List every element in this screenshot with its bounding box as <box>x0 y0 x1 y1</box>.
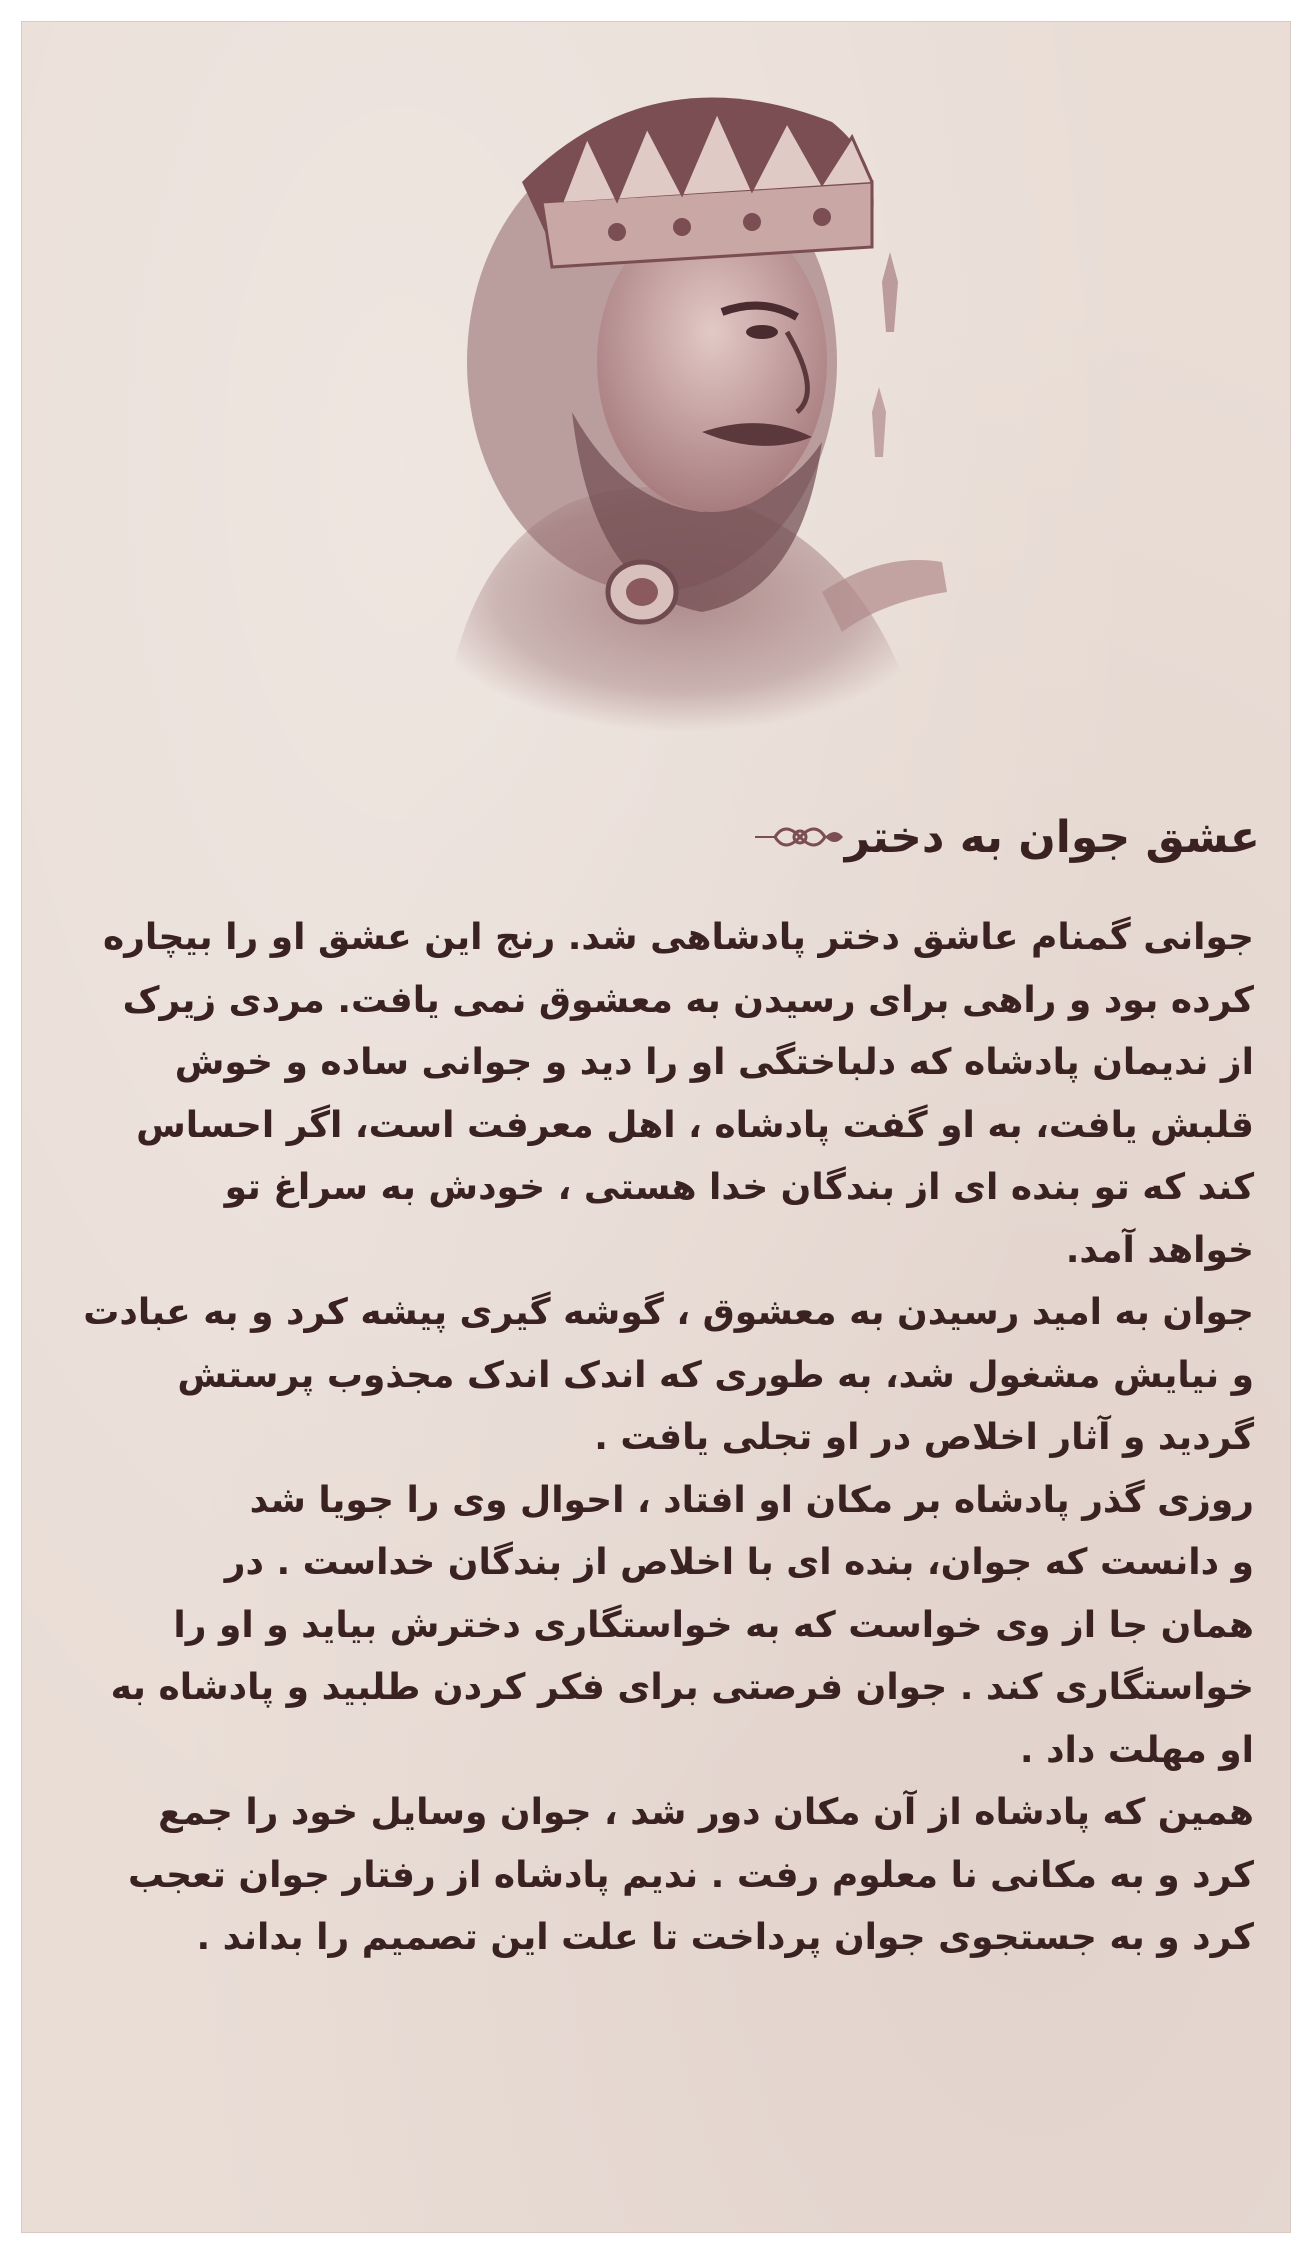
text-line: جوانی گمنام عاشق دختر پادشاهی شد. رنج این عشق او را بیچاره <box>102 917 1254 958</box>
text-line: همین که پادشاه از آن مکان دور شد ، جوان وسایل خود را جمع <box>158 1792 1254 1833</box>
text-line: خواستگاری کند . جوان فرصتی برای فکر کردن طلبید و پادشاه به <box>110 1667 1254 1708</box>
text-line: کرد و به مکانی نا معلوم رفت . ندیم پادشاه از رفتار جوان تعجب <box>127 1854 1254 1896</box>
text-line: کرده بود و راهی برای رسیدن به معشوق نمی یافت. مردی زیرک <box>122 979 1254 1021</box>
text-line: کرد و به جستجوی جوان پرداخت تا علت این تصمیم را بداند . <box>196 1917 1254 1958</box>
paragraph-3 <box>58 1470 1254 1783</box>
story-title: عشق جوان به دختر <box>844 811 1260 863</box>
text-line: جوان به امید رسیدن به معشوق ، گوشه گیری پیشه کرد و به عبادت <box>83 1292 1254 1333</box>
text-line: و نیایش مشغول شد، به طوری که اندک اندک مجذوب پرستش <box>177 1354 1254 1396</box>
heading-row <box>739 802 1260 872</box>
paragraph-1 <box>58 907 1254 1282</box>
text-line: همان جا از وی خواست که به خواستگاری دخترش بیاید و او را <box>173 1604 1254 1646</box>
text-line: روزی گذر پادشاه بر مکان او افتاد ، احوال وی را جویا شد <box>249 1479 1254 1521</box>
text-line: او مهلت داد . <box>1019 1729 1254 1771</box>
text-line: از ندیمان پادشاه که دلباختگی او را دید و جوانی ساده و خوش <box>174 1042 1254 1083</box>
text-line: کند که تو بنده ای از بندگان خدا هستی ، خودش به سراغ تو <box>224 1167 1254 1208</box>
king-portrait-illustration <box>402 32 962 752</box>
text-line: قلبش یافت، به او گفت پادشاه ، اهل معرفت است، اگر احساس <box>136 1104 1254 1146</box>
text-line: و دانست که جوان، بنده ای با اخلاص از بندگان خداست . در <box>224 1542 1254 1583</box>
text-line: خواهد آمد. <box>1065 1229 1254 1271</box>
arabesque-ornament-icon <box>755 817 845 857</box>
story-body <box>58 907 1254 1970</box>
paragraph-2 <box>58 1282 1254 1470</box>
book-page <box>22 22 1290 2232</box>
paragraph-4 <box>58 1782 1254 1970</box>
text-line: گردید و آثار اخلاص در او تجلی یافت . <box>594 1417 1254 1458</box>
